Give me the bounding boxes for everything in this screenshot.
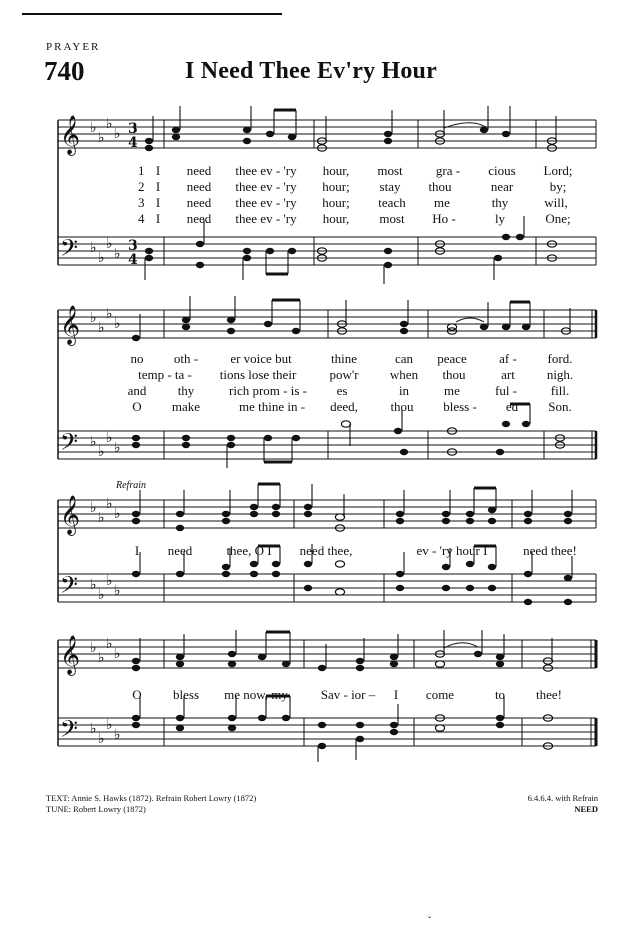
svg-text:♭: ♭ — [98, 444, 105, 460]
svg-text:♭: ♭ — [114, 126, 121, 142]
svg-text:♭: ♭ — [98, 587, 105, 603]
lyric: ed — [505, 399, 519, 414]
credits — [46, 793, 256, 815]
lyric: One; — [545, 211, 571, 226]
lyric: I — [155, 195, 161, 210]
lyric: hour, — [322, 163, 350, 178]
svg-text:♭: ♭ — [98, 320, 105, 336]
lyric: hour, — [322, 211, 350, 226]
lyric: bless - — [443, 399, 477, 414]
svg-text:♭: ♭ — [114, 246, 121, 262]
lyric: need — [186, 211, 212, 226]
lyric: O — [132, 687, 142, 702]
lyric: fill. — [550, 383, 570, 398]
verse-number-4: 4 — [138, 211, 145, 226]
svg-text:♭: ♭ — [90, 310, 97, 326]
svg-text:♭: ♭ — [106, 430, 113, 446]
lyric: thee! — [536, 687, 562, 702]
svg-text:♭: ♭ — [106, 573, 113, 589]
lyric: ful - — [494, 383, 518, 398]
lyric: stay — [379, 179, 401, 194]
lyric: need — [167, 543, 193, 558]
lyric: me thine in - — [238, 399, 306, 414]
svg-text:♭: ♭ — [90, 434, 97, 450]
svg-text:♭: ♭ — [106, 306, 113, 322]
lyric: me — [434, 195, 450, 210]
lyric: ly — [494, 211, 506, 226]
lyric: thy — [491, 195, 509, 210]
svg-text:♭: ♭ — [98, 731, 105, 747]
lyric: thou — [442, 367, 466, 382]
lyric: in — [398, 383, 410, 398]
lyric: bless — [173, 687, 199, 702]
lyric: Son. — [548, 399, 572, 414]
lyric: no — [130, 351, 144, 366]
lyric: most — [379, 211, 405, 226]
lyric: teach — [378, 195, 406, 210]
lyric: O — [132, 399, 142, 414]
svg-text:♭: ♭ — [98, 130, 105, 146]
lyric: peace — [437, 351, 467, 366]
lyric: deed, — [330, 399, 358, 414]
lyric: thee ev - 'ry — [235, 179, 297, 194]
lyric: temp - ta - — [138, 367, 192, 382]
svg-text:4: 4 — [128, 252, 138, 268]
lyric: make — [171, 399, 201, 414]
verse-number-2: 2 — [138, 179, 145, 194]
svg-text:♭: ♭ — [90, 640, 97, 656]
svg-text:4: 4 — [128, 135, 138, 151]
lyric: I — [134, 543, 140, 558]
lyric: I — [155, 179, 161, 194]
svg-text:♭: ♭ — [114, 440, 121, 456]
tune-name: NEED — [574, 804, 598, 814]
lyric: I — [155, 163, 161, 178]
lyric: need thee, — [299, 543, 353, 558]
svg-text:𝄢: 𝄢 — [60, 571, 79, 604]
lyric: need — [186, 163, 212, 178]
top-rule — [22, 13, 282, 15]
meter-info — [528, 793, 598, 815]
hymn-number: 740 — [44, 56, 85, 86]
lyric: ford. — [547, 351, 573, 366]
hymn-title: I Need Thee Ev'ry Hour — [185, 58, 437, 84]
svg-text:𝄢: 𝄢 — [60, 428, 79, 461]
lyric: thee ev - 'ry — [235, 163, 297, 178]
svg-text:𝄢: 𝄢 — [60, 234, 79, 267]
svg-text:♭: ♭ — [114, 316, 121, 332]
footer-mark: ˇ — [428, 915, 431, 925]
svg-text:♭: ♭ — [114, 506, 121, 522]
lyric: art — [501, 367, 515, 382]
lyric: I — [393, 687, 399, 702]
lyric: when — [389, 367, 419, 382]
lyric: cious — [488, 163, 516, 178]
lyric: Ho - — [432, 211, 456, 226]
lyric: I — [155, 211, 161, 226]
lyric: thee ev - 'ry — [235, 211, 297, 226]
lyric: Sav - ior – — [320, 687, 376, 702]
lyric: thy — [177, 383, 195, 398]
meter: 6.4.6.4. with Refrain — [527, 793, 598, 803]
tune-credit: TUNE: Robert Lowry (1872) — [46, 804, 146, 814]
lyric: will, — [544, 195, 568, 210]
svg-text:𝄞: 𝄞 — [60, 115, 81, 155]
svg-text:♭: ♭ — [90, 577, 97, 593]
lyric: to — [494, 687, 506, 702]
lyric: es — [336, 383, 348, 398]
svg-text:♭: ♭ — [106, 236, 113, 252]
lyric: most — [377, 163, 403, 178]
lyric: thee ev - 'ry — [235, 195, 297, 210]
lyric: come — [425, 687, 455, 702]
lyric: ev - 'ry hour I — [416, 543, 488, 558]
svg-text:♭: ♭ — [114, 583, 121, 599]
svg-text:𝄞: 𝄞 — [60, 305, 81, 345]
svg-text:♭: ♭ — [114, 646, 121, 662]
lyric: nigh. — [546, 367, 574, 382]
svg-text:♭: ♭ — [106, 496, 113, 512]
lyric: af - — [499, 351, 517, 366]
lyric: pow'r — [329, 367, 359, 382]
lyric: thou — [390, 399, 414, 414]
lyric: gra - — [435, 163, 461, 178]
lyric: hour; — [322, 179, 350, 194]
lyric: thine — [331, 351, 357, 366]
section-label: PRAYER — [46, 41, 101, 53]
svg-text:𝄢: 𝄢 — [60, 715, 79, 748]
lyric: hour; — [322, 195, 350, 210]
lyric: need thee! — [523, 543, 577, 558]
verse-number-1: 1 — [138, 163, 145, 178]
svg-text:𝄞: 𝄞 — [60, 635, 81, 675]
lyric: thee, O I — [226, 543, 272, 558]
svg-text:♭: ♭ — [106, 636, 113, 652]
svg-text:♭: ♭ — [98, 510, 105, 526]
svg-text:3: 3 — [128, 121, 138, 137]
music-system-2 — [0, 300, 640, 470]
lyric: er voice but — [230, 351, 292, 366]
svg-text:♭: ♭ — [106, 717, 113, 733]
lyric: and — [127, 383, 147, 398]
svg-text:3: 3 — [128, 238, 138, 254]
svg-text:♭: ♭ — [90, 500, 97, 516]
lyric: rich prom - is - — [229, 383, 307, 398]
lyric: need — [186, 179, 212, 194]
lyric: can — [394, 351, 414, 366]
lyric: Lord; — [543, 163, 573, 178]
svg-text:♭: ♭ — [98, 650, 105, 666]
lyric: by; — [549, 179, 567, 194]
lyric: need — [186, 195, 212, 210]
svg-text:𝄞: 𝄞 — [60, 495, 81, 535]
lyric: tions lose their — [219, 367, 297, 382]
svg-text:♭: ♭ — [106, 116, 113, 132]
lyric: near — [490, 179, 514, 194]
svg-text:♭: ♭ — [114, 727, 121, 743]
svg-text:♭: ♭ — [90, 120, 97, 136]
svg-text:♭: ♭ — [90, 240, 97, 256]
svg-text:♭: ♭ — [98, 250, 105, 266]
refrain-label: Refrain — [116, 480, 146, 491]
lyric: oth - — [173, 351, 199, 366]
svg-text:♭: ♭ — [90, 721, 97, 737]
text-credit: TEXT: Annie S. Hawks (1872). Refrain Robert Lowry (1872) — [46, 793, 257, 803]
lyric: me — [444, 383, 460, 398]
lyric: me now, my — [224, 687, 288, 702]
lyric: thou — [428, 179, 452, 194]
verse-number-3: 3 — [138, 195, 145, 210]
